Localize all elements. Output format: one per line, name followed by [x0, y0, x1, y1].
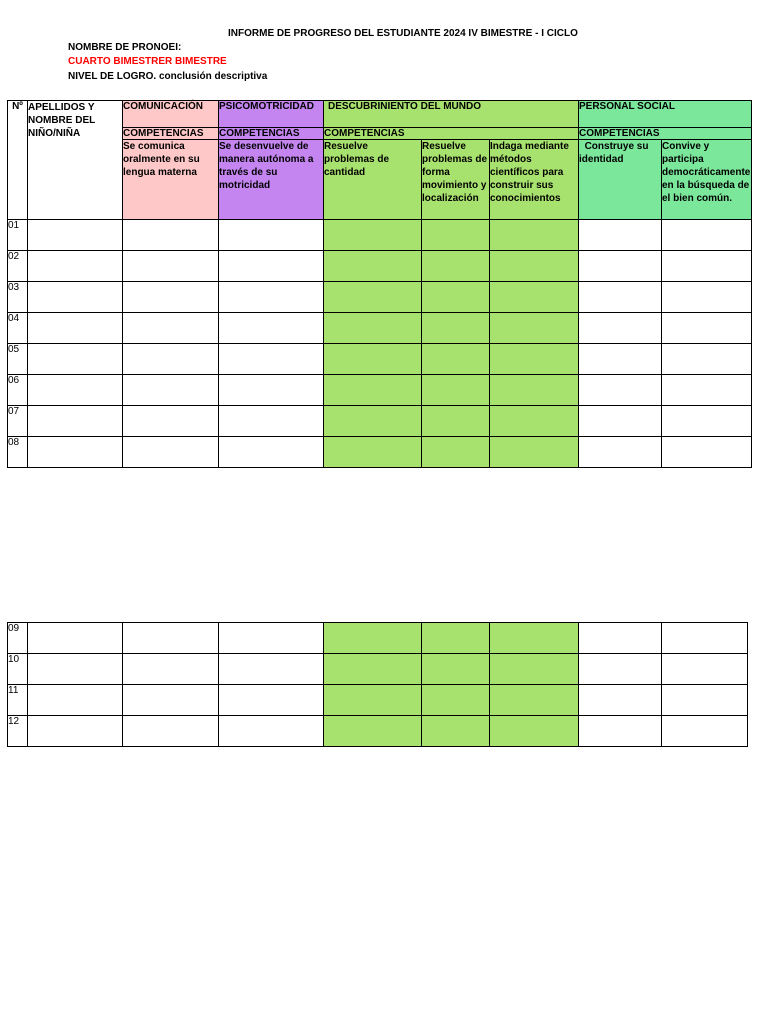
grade-cell[interactable] — [579, 437, 662, 468]
table-row — [8, 375, 752, 406]
grade-cell[interactable] — [579, 375, 662, 406]
area-psicomotricidad: PSICOMOTRICIDAD — [219, 101, 324, 128]
grade-cell[interactable] — [123, 623, 219, 654]
grade-cell[interactable] — [123, 220, 219, 251]
row-number: 06 — [8, 375, 28, 406]
grade-cell[interactable] — [123, 437, 219, 468]
student-name-cell[interactable] — [28, 406, 123, 437]
grade-cell[interactable] — [662, 251, 752, 282]
grade-cell[interactable] — [324, 282, 422, 313]
grade-cell[interactable] — [123, 406, 219, 437]
table-row — [8, 716, 748, 747]
grade-cell[interactable] — [662, 220, 752, 251]
competencias-label-psi: COMPETENCIAS — [219, 128, 324, 140]
grade-cell[interactable] — [579, 685, 662, 716]
grade-cell[interactable] — [662, 406, 752, 437]
grade-cell[interactable] — [219, 220, 324, 251]
grade-cell[interactable] — [422, 344, 490, 375]
grade-cell[interactable] — [123, 685, 219, 716]
table-row — [8, 685, 748, 716]
grade-cell[interactable] — [219, 654, 324, 685]
area-descubrimiento — [324, 101, 579, 128]
grade-cell[interactable] — [324, 313, 422, 344]
grade-cell[interactable] — [324, 716, 422, 747]
grade-cell[interactable] — [219, 344, 324, 375]
grade-cell[interactable] — [324, 344, 422, 375]
student-name-cell[interactable] — [28, 623, 123, 654]
grade-cell[interactable] — [490, 716, 579, 747]
row-number: 10 — [8, 654, 28, 685]
grade-cell[interactable] — [490, 375, 579, 406]
grade-cell[interactable] — [324, 251, 422, 282]
student-name-cell[interactable] — [28, 220, 123, 251]
grade-cell[interactable] — [422, 220, 490, 251]
row-number: 09 — [8, 623, 28, 654]
area-descubrimiento-label: DESCUBRINIENTO DEL MUNDO — [328, 101, 481, 112]
grade-cell[interactable] — [662, 685, 748, 716]
student-name-cell[interactable] — [28, 437, 123, 468]
competency-psicomotricidad: Se desenvuelve de manera autónoma a través de su motricidad — [219, 140, 324, 220]
table-row — [8, 220, 752, 251]
institution-label: NOMBRE DE PRONOEI: — [68, 42, 182, 53]
progress-table-continued — [7, 622, 748, 747]
grade-cell[interactable] — [123, 375, 219, 406]
row-number: 12 — [8, 716, 28, 747]
grade-cell[interactable] — [422, 282, 490, 313]
student-name-cell[interactable] — [28, 313, 123, 344]
competency-identidad: Construye su identidad — [579, 140, 662, 220]
competency-convive: Convive y participa democráticamente en la búsqueda de el bien común. — [662, 140, 752, 220]
grade-cell[interactable] — [662, 344, 752, 375]
grade-cell[interactable] — [219, 685, 324, 716]
student-name-cell[interactable] — [28, 344, 123, 375]
row-number: 04 — [8, 313, 28, 344]
grade-cell[interactable] — [422, 251, 490, 282]
grade-cell[interactable] — [324, 406, 422, 437]
grade-cell[interactable] — [579, 406, 662, 437]
grade-cell[interactable] — [662, 375, 752, 406]
grade-cell[interactable] — [219, 716, 324, 747]
grade-cell[interactable] — [324, 654, 422, 685]
grade-cell[interactable] — [490, 344, 579, 375]
grade-cell[interactable] — [490, 220, 579, 251]
table-row — [8, 406, 752, 437]
grade-cell[interactable] — [662, 282, 752, 313]
table-row — [8, 623, 748, 654]
grade-cell[interactable] — [123, 654, 219, 685]
grade-cell[interactable] — [422, 437, 490, 468]
grade-cell[interactable] — [219, 282, 324, 313]
report-title: INFORME DE PROGRESO DEL ESTUDIANTE 2024 IV BIMESTRE - I CICLO — [228, 28, 578, 39]
table-row — [8, 313, 752, 344]
grade-cell[interactable] — [422, 623, 490, 654]
competencias-label-com: COMPETENCIAS — [123, 128, 219, 140]
grade-cell[interactable] — [422, 406, 490, 437]
grade-cell[interactable] — [490, 623, 579, 654]
row-number: 08 — [8, 437, 28, 468]
table-row — [8, 282, 752, 313]
student-name-cell[interactable] — [28, 654, 123, 685]
grade-cell[interactable] — [123, 313, 219, 344]
grade-cell[interactable] — [490, 685, 579, 716]
grade-cell[interactable] — [422, 375, 490, 406]
grade-cell[interactable] — [579, 313, 662, 344]
grade-cell[interactable] — [662, 623, 748, 654]
student-name-cell[interactable] — [28, 716, 123, 747]
grade-cell[interactable] — [324, 220, 422, 251]
grade-cell[interactable] — [490, 282, 579, 313]
grade-cell[interactable] — [123, 282, 219, 313]
table-row — [8, 344, 752, 375]
grade-cell[interactable] — [219, 623, 324, 654]
number-header: Nº — [8, 101, 28, 220]
competency-cantidad: Resuelve problemas de cantidad — [324, 140, 422, 220]
grade-cell[interactable] — [579, 282, 662, 313]
row-number: 11 — [8, 685, 28, 716]
row-number: 07 — [8, 406, 28, 437]
level-label: NIVEL DE LOGRO. conclusión descriptiva — [68, 71, 268, 82]
grade-cell[interactable] — [662, 313, 752, 344]
competencias-label-per: COMPETENCIAS — [579, 128, 752, 140]
row-number: 01 — [8, 220, 28, 251]
grade-cell[interactable] — [123, 251, 219, 282]
grade-cell[interactable] — [490, 654, 579, 685]
table-row — [8, 251, 752, 282]
grade-cell[interactable] — [579, 220, 662, 251]
period-label: CUARTO BIMESTRER BIMESTRE — [68, 56, 227, 67]
student-name-cell[interactable] — [28, 375, 123, 406]
grade-cell[interactable] — [219, 313, 324, 344]
grade-cell[interactable] — [490, 251, 579, 282]
grade-cell[interactable] — [579, 344, 662, 375]
grade-cell[interactable] — [324, 437, 422, 468]
grade-cell[interactable] — [662, 437, 752, 468]
competencias-label-des: COMPETENCIAS — [324, 128, 579, 140]
grade-cell[interactable] — [579, 623, 662, 654]
grade-cell[interactable] — [579, 716, 662, 747]
grade-cell[interactable] — [219, 375, 324, 406]
student-name-cell[interactable] — [28, 251, 123, 282]
grade-cell[interactable] — [219, 251, 324, 282]
grade-cell[interactable] — [490, 313, 579, 344]
competency-forma: Resuelve problemas de forma movimiento y localización — [422, 140, 490, 220]
student-name-cell[interactable] — [28, 282, 123, 313]
grade-cell[interactable] — [579, 251, 662, 282]
grade-cell[interactable] — [324, 375, 422, 406]
grade-cell[interactable] — [324, 623, 422, 654]
grade-cell[interactable] — [123, 344, 219, 375]
row-number: 05 — [8, 344, 28, 375]
table-row — [8, 654, 748, 685]
row-number: 02 — [8, 251, 28, 282]
progress-table — [7, 100, 752, 468]
grade-cell[interactable] — [219, 437, 324, 468]
grade-cell[interactable] — [662, 654, 748, 685]
student-name-cell[interactable] — [28, 685, 123, 716]
grade-cell[interactable] — [123, 716, 219, 747]
grade-cell[interactable] — [422, 685, 490, 716]
competency-indaga: Indaga mediante métodos científicos para construir sus conocimientos — [490, 140, 579, 220]
grade-cell[interactable] — [662, 716, 748, 747]
area-personal-social: PERSONAL SOCIAL — [579, 101, 752, 128]
grade-cell[interactable] — [490, 406, 579, 437]
grade-cell[interactable] — [490, 437, 579, 468]
row-number: 03 — [8, 282, 28, 313]
grade-cell[interactable] — [579, 654, 662, 685]
grade-cell[interactable] — [422, 654, 490, 685]
student-name-header: APELLIDOS Y NOMBRE DEL NIÑO/NIÑA — [28, 101, 123, 220]
area-comunicacion: COMUNICACIÓN — [123, 101, 219, 128]
table-row — [8, 437, 752, 468]
grade-cell[interactable] — [219, 406, 324, 437]
competency-comunicacion: Se comunica oralmente en su lengua materna — [123, 140, 219, 220]
grade-cell[interactable] — [422, 313, 490, 344]
grade-cell[interactable] — [324, 685, 422, 716]
grade-cell[interactable] — [422, 716, 490, 747]
